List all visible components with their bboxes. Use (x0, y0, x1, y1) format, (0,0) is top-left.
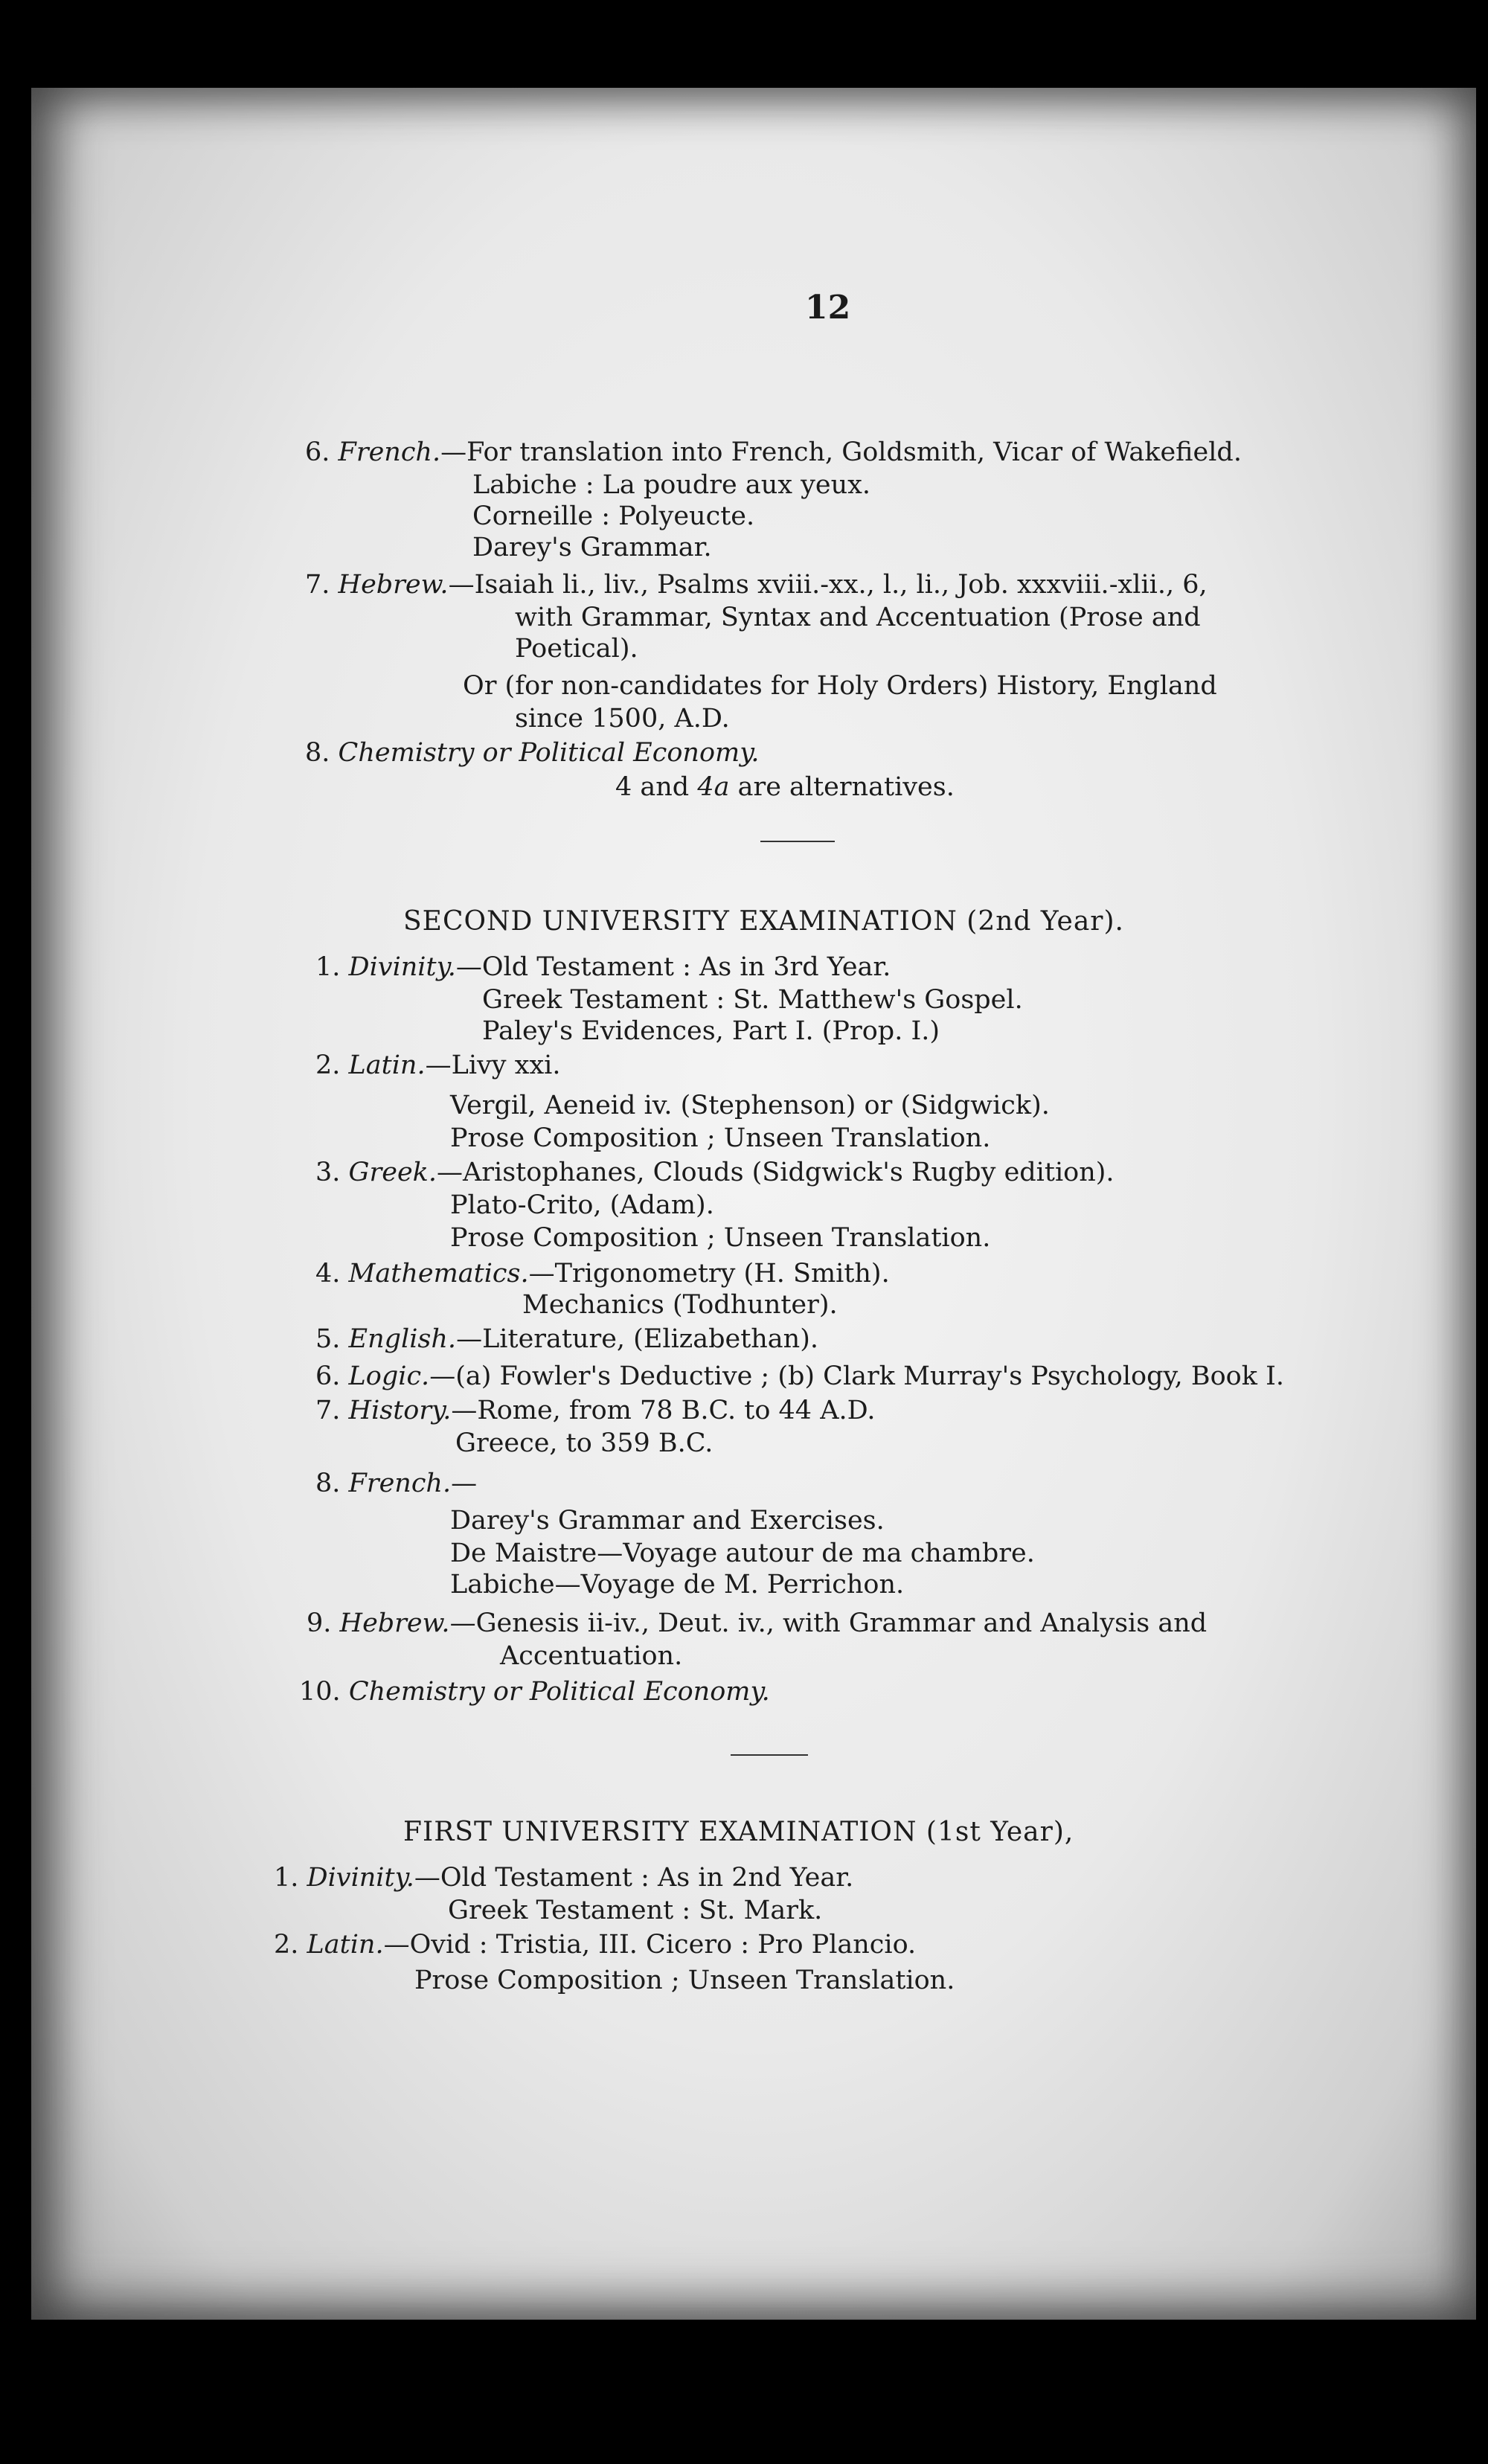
section-divider (760, 841, 835, 842)
page-number: 12 (805, 289, 851, 327)
section-divider (731, 1754, 808, 1756)
second-exam-item: 3. Greek.—Aristophanes, Clouds (Sidgwick's Rugby edition). (315, 1158, 1115, 1187)
hebrew-text-line: Or (for non-candidates for Holy Orders) History, England (463, 671, 1217, 701)
first-exam-text-line: Greek Testament : St. Mark. (448, 1896, 823, 1925)
second-exam-text-line: Accentuation. (500, 1641, 683, 1671)
second-exam-text-line: Prose Composition ; Unseen Translation. (450, 1223, 991, 1253)
second-exam-text-line: Darey's Grammar and Exercises. (450, 1506, 885, 1536)
second-exam-text-line: Prose Composition ; Unseen Translation. (450, 1123, 991, 1153)
second-exam-text-line: Vergil, Aeneid iv. (Stephenson) or (Sidgwick). (450, 1091, 1050, 1120)
scanned-page (31, 88, 1476, 2320)
item-chemistry-line: 8. Chemistry or Political Economy. (305, 738, 760, 768)
second-exam-item: 4. Mathematics.—Trigonometry (H. Smith). (315, 1259, 890, 1289)
second-exam-item: 8. French.— (315, 1469, 478, 1498)
second-exam-item: 7. History.—Rome, from 78 B.C. to 44 A.D. (315, 1396, 876, 1425)
second-exam-item: 10. Chemistry or Political Economy. (299, 1677, 770, 1707)
second-exam-item: 6. Logic.—(a) Fowler's Deductive ; (b) Clark Murray's Psychology, Book I. (315, 1361, 1285, 1391)
item-french-line-1: 6. French.—For translation into French, Goldsmith, Vicar of Wakefield. (305, 437, 1242, 467)
first-exam-item: 1. Divinity.—Old Testament : As in 2nd Year. (274, 1863, 854, 1893)
alternatives-note: 4 and 4a are alternatives. (615, 772, 955, 802)
second-exam-text-line: Plato-Crito, (Adam). (450, 1190, 714, 1220)
french-text-line: Darey's Grammar. (472, 533, 712, 562)
second-exam-text-line: Mechanics (Todhunter). (522, 1290, 838, 1320)
second-exam-text-line: De Maistre—Voyage autour de ma chambre. (450, 1539, 1035, 1568)
second-exam-item: 1. Divinity.—Old Testament : As in 3rd Year. (315, 952, 891, 982)
second-exam-text-line: Paley's Evidences, Part I. (Prop. I.) (482, 1016, 940, 1046)
second-exam-item: 5. English.—Literature, (Elizabethan). (315, 1324, 818, 1354)
item-hebrew-line-1: 7. Hebrew.—Isaiah li., liv., Psalms xviii.-xx., l., li., Job. xxxviii.-xlii., 6, (305, 570, 1208, 600)
french-text-line: Labiche : La poudre aux yeux. (472, 470, 870, 500)
hebrew-text-line: with Grammar, Syntax and Accentuation (Prose and (515, 603, 1201, 632)
second-exam-heading: SECOND UNIVERSITY EXAMINATION (2nd Year). (403, 906, 1125, 937)
second-exam-text-line: Greek Testament : St. Matthew's Gospel. (482, 985, 1023, 1015)
hebrew-text-line: Poetical). (515, 634, 638, 664)
second-exam-text-line: Labiche—Voyage de M. Perrichon. (450, 1570, 905, 1600)
hebrew-text-line: since 1500, A.D. (515, 704, 730, 734)
first-exam-item: 2. Latin.—Ovid : Tristia, III. Cicero : Pro Plancio. (274, 1930, 917, 1960)
first-exam-text-line: Prose Composition ; Unseen Translation. (414, 1966, 955, 1995)
second-exam-item: 9. Hebrew.—Genesis ii-iv., Deut. iv., with Grammar and Analysis and (307, 1608, 1208, 1638)
second-exam-text-line: Greece, to 359 B.C. (455, 1428, 713, 1458)
second-exam-item: 2. Latin.—Livy xxi. (315, 1050, 561, 1080)
first-exam-heading: FIRST UNIVERSITY EXAMINATION (1st Year), (403, 1817, 1074, 1847)
french-text-line: Corneille : Polyeucte. (472, 501, 755, 531)
